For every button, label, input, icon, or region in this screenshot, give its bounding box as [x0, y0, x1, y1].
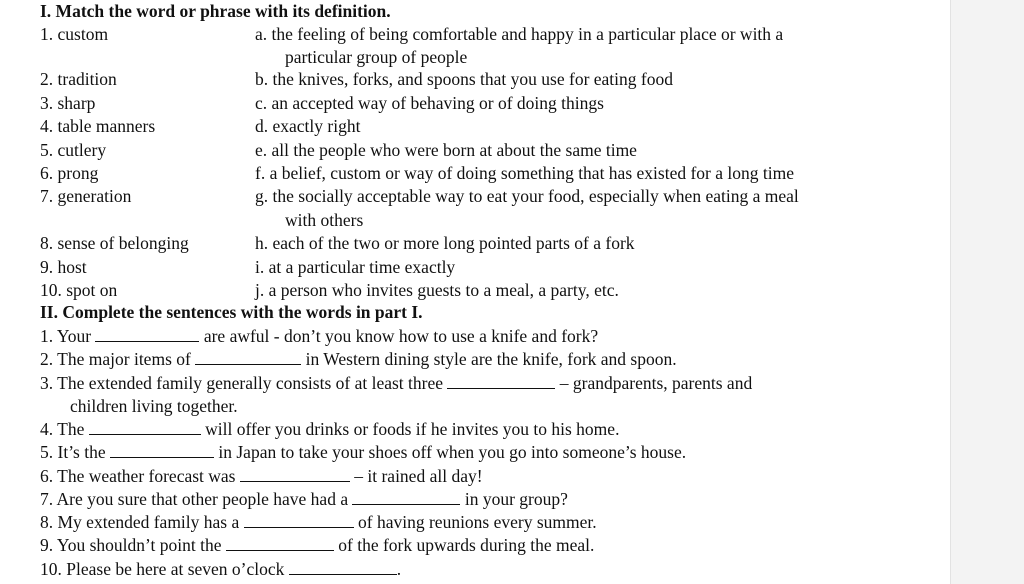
word-item: 2. tradition	[40, 69, 117, 89]
definition-item: i. at a particular time exactly	[255, 257, 456, 277]
answer-blank[interactable]	[352, 490, 460, 505]
word-item: 5. cutlery	[40, 140, 107, 160]
sentence-item: 1. Your are awful - don’t you know how to use a knife and fork?	[40, 326, 599, 346]
definition-item: j. a person who invites guests to a meal, a party, etc.	[255, 280, 619, 300]
answer-blank[interactable]	[289, 560, 397, 575]
answer-blank[interactable]	[226, 536, 334, 551]
definition-item: d. exactly right	[255, 116, 361, 136]
definition-continuation: with others	[285, 210, 364, 230]
answer-blank[interactable]	[89, 420, 201, 435]
definition-item: c. an accepted way of behaving or of doing things	[255, 93, 604, 113]
word-item: 10. spot on	[40, 280, 118, 300]
sentence-continuation: children living together.	[70, 396, 238, 416]
word-item: 6. prong	[40, 163, 99, 183]
word-item: 7. generation	[40, 186, 132, 206]
sentence-item: 6. The weather forecast was – it rained all day!	[40, 466, 483, 486]
sentence-item: 2. The major items of in Western dining style are the knife, fork and spoon.	[40, 349, 677, 369]
sentence-item: 7. Are you sure that other people have had a in your group?	[40, 489, 568, 509]
answer-blank[interactable]	[244, 513, 354, 528]
definition-item: b. the knives, forks, and spoons that you use for eating food	[255, 69, 673, 89]
word-item: 4. table manners	[40, 116, 156, 136]
part1-heading: I. Match the word or phrase with its definition.	[40, 1, 391, 21]
answer-blank[interactable]	[195, 350, 301, 365]
sentence-item: 3. The extended family generally consists of at least three – grandparents, parents and	[40, 373, 753, 393]
sentence-item: 4. The will offer you drinks or foods if he invites you to his home.	[40, 419, 620, 439]
definition-item: e. all the people who were born at about the same time	[255, 140, 637, 160]
word-item: 8. sense of belonging	[40, 233, 189, 253]
definition-item: f. a belief, custom or way of doing something that has existed for a long time	[255, 163, 794, 183]
definition-item: g. the socially acceptable way to eat your food, especially when eating a meal	[255, 186, 799, 206]
sentence-item: 8. My extended family has a of having reunions every summer.	[40, 512, 597, 532]
answer-blank[interactable]	[110, 443, 214, 458]
answer-blank[interactable]	[95, 327, 199, 342]
answer-blank[interactable]	[240, 467, 350, 482]
part2-heading: II. Complete the sentences with the words in part I.	[40, 302, 423, 322]
word-item: 3. sharp	[40, 93, 96, 113]
sentence-item: 9. You shouldn’t point the of the fork upwards during the meal.	[40, 535, 595, 555]
word-item: 9. host	[40, 257, 87, 277]
word-item: 1. custom	[40, 24, 109, 44]
sentence-item: 5. It’s the in Japan to take your shoes off when you go into someone’s house.	[40, 442, 687, 462]
definition-item: a. the feeling of being comfortable and happy in a particular place or with a	[255, 24, 784, 44]
right-margin-panel	[950, 0, 1024, 584]
definition-continuation: particular group of people	[285, 47, 468, 67]
sentence-item: 10. Please be here at seven o’clock .	[40, 559, 402, 579]
definition-item: h. each of the two or more long pointed parts of a fork	[255, 233, 635, 253]
answer-blank[interactable]	[447, 374, 555, 389]
